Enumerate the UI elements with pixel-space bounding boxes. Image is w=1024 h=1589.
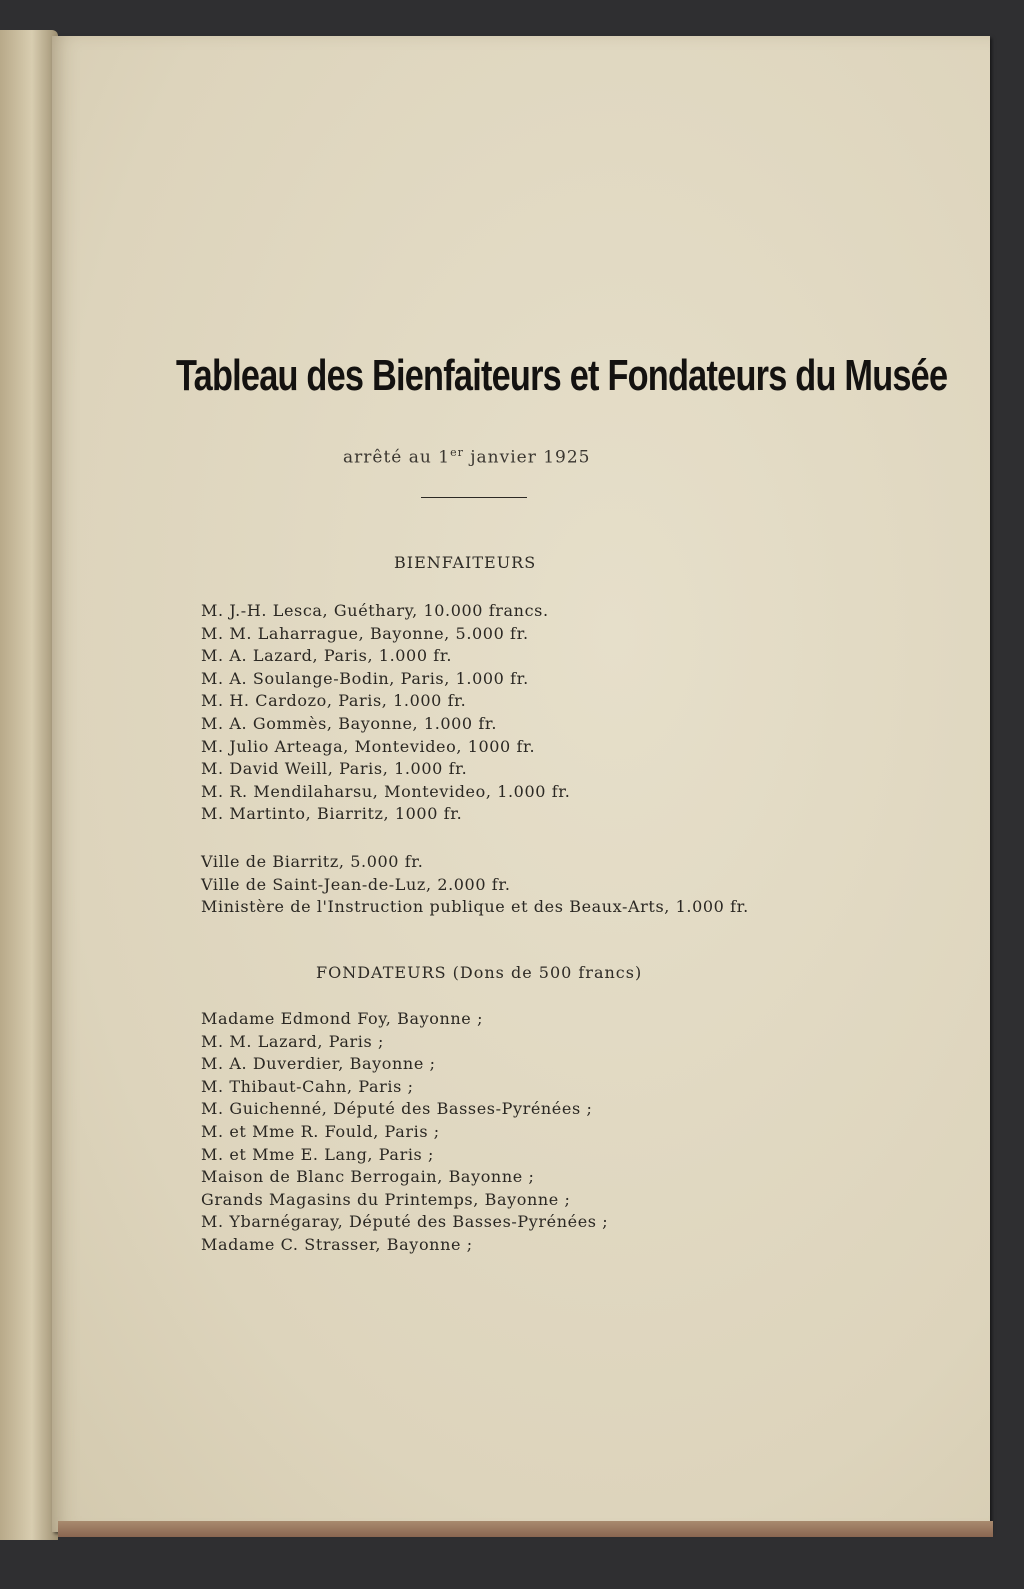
list-item: M. J.-H. Lesca, Guéthary, 10.000 francs. [201, 601, 549, 620]
list-item: M. et Mme R. Fould, Paris ; [201, 1121, 440, 1141]
section-heading-fondateurs: FONDATEURS (Dons de 500 francs) [316, 963, 643, 982]
list-item: M. H. Cardozo, Paris, 1.000 fr. [201, 691, 467, 711]
title-divider [421, 497, 527, 498]
list-item: Ville de Saint-Jean-de-Luz, 2.000 fr. [201, 874, 511, 894]
list-item: M. A. Duverdier, Bayonne ; [201, 1054, 436, 1074]
list-item: Ministère de l'Instruction publique et des Beaux-Arts, 1.000 fr. [201, 897, 749, 917]
document-subtitle [343, 446, 591, 468]
list-item: Maison de Blanc Berrogain, Bayonne ; [201, 1167, 535, 1187]
list-item: Madame Edmond Foy, Bayonne ; [201, 1009, 484, 1028]
list-item: M. A. Soulange-Bodin, Paris, 1.000 fr. [201, 668, 529, 688]
bienfaiteurs-institutions-list [201, 851, 749, 919]
list-item: M. David Weill, Paris, 1.000 fr. [201, 759, 468, 779]
list-item: Madame C. Strasser, Bayonne ; [201, 1234, 473, 1254]
list-item: M. Ybarnégaray, Député des Basses-Pyrénées ; [201, 1212, 609, 1232]
list-item: M. R. Mendilaharsu, Montevideo, 1.000 fr. [201, 781, 571, 801]
list-item: M. Martinto, Biarritz, 1000 fr. [201, 804, 463, 824]
list-item: M. Guichenné, Député des Basses-Pyrénées ; [201, 1099, 593, 1119]
list-item: M. A. Lazard, Paris, 1.000 fr. [201, 646, 452, 666]
list-item: M. Thibaut-Cahn, Paris ; [201, 1076, 414, 1096]
subtitle-superscript: er [450, 446, 464, 459]
list-item: Ville de Biarritz, 5.000 fr. [201, 852, 424, 871]
list-item: Grands Magasins du Printemps, Bayonne ; [201, 1189, 571, 1209]
subtitle-date: janvier 1925 [463, 447, 591, 468]
list-item: M. M. Lazard, Paris ; [201, 1031, 384, 1051]
list-item: M. M. Laharrague, Bayonne, 5.000 fr. [201, 623, 529, 643]
list-item: M. A. Gommès, Bayonne, 1.000 fr. [201, 713, 498, 733]
list-item: M. Julio Arteaga, Montevideo, 1000 fr. [201, 736, 536, 756]
page-bottom-edge [58, 1521, 993, 1537]
facing-page-edge [0, 30, 58, 1540]
document-title: Tableau des Bienfaiteurs et Fondateurs du Musée [176, 351, 948, 400]
subtitle-text: arrêté au 1 [343, 447, 451, 468]
bienfaiteurs-persons-list [201, 600, 570, 826]
fondateurs-list [201, 1008, 608, 1257]
list-item: M. et Mme E. Lang, Paris ; [201, 1144, 435, 1164]
section-heading-bienfaiteurs: BIENFAITEURS [394, 553, 537, 572]
